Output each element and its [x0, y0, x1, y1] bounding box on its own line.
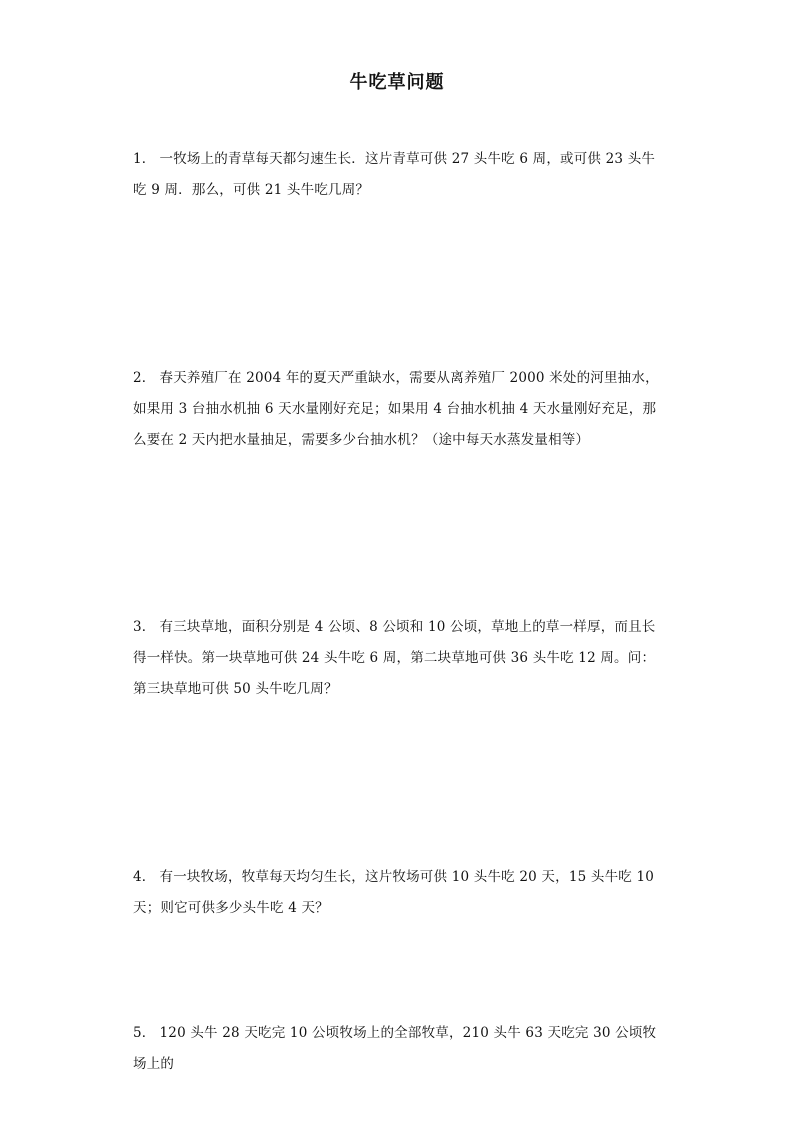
- problem-text: 有三块草地，面积分别是 4 公顷、8 公顷和 10 公顷，草地上的草一样厚，而且长得一样快。第一块草地可供 24 头牛吃 6 周，第二块草地可供 36 头牛吃 12 周。问：第三块草地可供 50 头牛吃几周？: [133, 619, 656, 697]
- problem-5: [133, 1018, 663, 1080]
- problem-number: 2．: [133, 370, 156, 386]
- problem-number: 4．: [133, 869, 156, 885]
- problem-1: [133, 144, 663, 206]
- problem-text: 有一块牧场，牧草每天均匀生长，这片牧场可供 10 头牛吃 20 天，15 头牛吃 10 天；则它可供多少头牛吃 4 天？: [133, 869, 655, 916]
- problem-4: [133, 862, 663, 924]
- problem-2: [133, 363, 663, 456]
- problem-number: 1．: [133, 151, 156, 167]
- problem-number: 5．: [133, 1025, 156, 1041]
- problem-text: 一牧场上的青草每天都匀速生长．这片青草可供 27 头牛吃 6 周，或可供 23 头牛吃 9 周．那么，可供 21 头牛吃几周？: [133, 151, 656, 198]
- problem-3: [133, 612, 663, 705]
- problem-text: 春天养殖厂在 2004 年的夏天严重缺水，需要从离养殖厂 2000 米处的河里抽水，如果用 3 台抽水机抽 6 天水量刚好充足；如果用 4 台抽水机抽 4 天水量刚好充足，那么要在 2 天内把水量抽足，需要多少台抽水机？（途中每天水蒸发量相等）: [133, 370, 659, 448]
- problem-number: 3．: [133, 619, 156, 635]
- problem-text: 120 头牛 28 天吃完 10 公顷牧场上的全部牧草，210 头牛 63 天吃完 30 公顷牧场上的: [133, 1025, 657, 1072]
- document-title: 牛吃草问题: [349, 72, 445, 93]
